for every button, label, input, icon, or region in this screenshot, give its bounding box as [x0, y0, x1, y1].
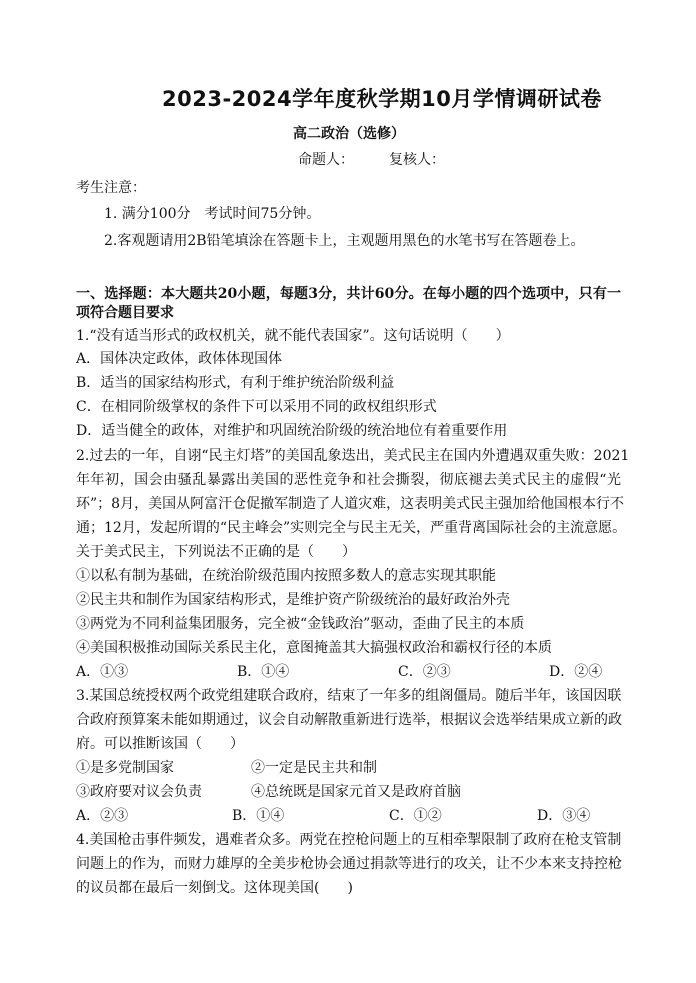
q2-stem-line-1: 2.过去的一年，自诩“民主灯塔”的美国乱象迭出，美式民主在国内外遭遇双重失败：2021: [76, 448, 630, 464]
q1-option-d: D．适当健全的政体，对维护和巩固统治阶级的统治地位有着重要作用: [76, 423, 508, 439]
notice-label: 考生注意：: [76, 180, 146, 196]
notice-item-2: 2.客观题请用2B铅笔填涂在答题卡上，主观题用黑色的水笔书写在答题卷上。: [104, 233, 585, 249]
q1-stem: 1.“没有适当形式的政权机关，就不能代表国家”。这句话说明（ ）: [76, 328, 510, 344]
q2-stem-line-5: 关于美式民主，下列说法不正确的是（ ）: [76, 544, 356, 560]
q2-statement-1: ①以私有制为基础，在统治阶级范围内按照多数人的意志实现其职能: [76, 568, 496, 584]
page-title: 2023-2024学年度秋学期10月学情调研试卷: [162, 87, 602, 111]
q2-option-d: D．②④: [549, 664, 603, 680]
q2-option-c: C．②③: [398, 664, 451, 680]
section-heading-line-2: 项符合题目要求: [76, 305, 174, 321]
q1-option-c: C．在相同阶级掌权的条件下可以采用不同的政权组织形式: [76, 399, 437, 415]
q1-option-a: A．国体决定政体，政体体现国体: [76, 351, 283, 367]
q3-statement-1: ①是多党制国家: [76, 760, 174, 776]
q4-stem-line-2: 问题上的作为，而财力雄厚的全美步枪协会通过捐款等进行的攻关，让不少本来支持控枪: [76, 856, 622, 872]
q1-option-b: B．适当的国家结构形式，有利于维护统治阶级利益: [76, 375, 395, 391]
q3-statement-4: ④总统既是国家元首又是政府首脑: [251, 784, 461, 800]
notice-item-1: 1. 满分100分 考试时间75分钟。: [104, 206, 321, 222]
q2-statement-4: ④美国积极推动国际关系民主化，意图掩盖其大搞强权政治和霸权行径的本质: [76, 640, 552, 656]
q2-option-b: B．①④: [237, 664, 290, 680]
q2-stem-line-4: 通；12月，发起所谓的“民主峰会”实则完全与民主无关，严重背离国际社会的主流意愿。: [76, 520, 627, 536]
q3-option-a: A．②③: [76, 808, 129, 824]
q3-statement-2: ②一定是民主共和制: [251, 760, 377, 776]
q3-stem-line-3: 府。可以推断该国（ ）: [76, 736, 244, 752]
q3-option-c: C．①②: [389, 808, 442, 824]
subject-subtitle: 高二政治（选修）: [293, 126, 405, 142]
section-heading-line-1: 一、选择题：本大题共20小题，每题3分，共计60分。在每小题的四个选项中，只有一: [76, 286, 621, 302]
q2-stem-line-2: 年年初，国会由骚乱暴露出美国的恶性竞争和社会撕裂，彻底褪去美式民主的虚假“光: [76, 472, 621, 488]
q4-stem-line-1: 4.美国枪击事件频发，遇难者众多。两党在控枪问题上的互相牵掣限制了政府在枪支管制: [76, 832, 622, 848]
q3-option-b: B．①④: [232, 808, 285, 824]
q2-option-a: A．①③: [76, 664, 129, 680]
q2-statement-2: ②民主共和制作为国家结构形式，是维护资产阶级统治的最好政治外壳: [76, 592, 510, 608]
q4-stem-line-3: 的议员都在最后一刻倒戈。这体现美国( ): [76, 880, 353, 896]
q3-option-d: D．③④: [537, 808, 591, 824]
q2-statement-3: ③两党为不同利益集团服务，完全被“金钱政治”驱动，歪曲了民主的本质: [76, 616, 525, 632]
q3-statement-3: ③政府要对议会负责: [76, 784, 202, 800]
q3-stem-line-2: 合政府预算案未能如期通过，议会自动解散重新进行选举，根据议会选举结果成立新的政: [76, 712, 622, 728]
authors-line: 命题人： 复核人：: [298, 152, 445, 168]
q2-stem-line-3: 环”；8月，美国从阿富汗仓促撤军制造了人道灾难，这表明美式民主强加给他国根本行不: [76, 496, 625, 512]
q3-stem-line-1: 3.某国总统授权两个政党组建联合政府，结束了一年多的组阁僵局。随后半年，该国因联: [76, 688, 622, 704]
